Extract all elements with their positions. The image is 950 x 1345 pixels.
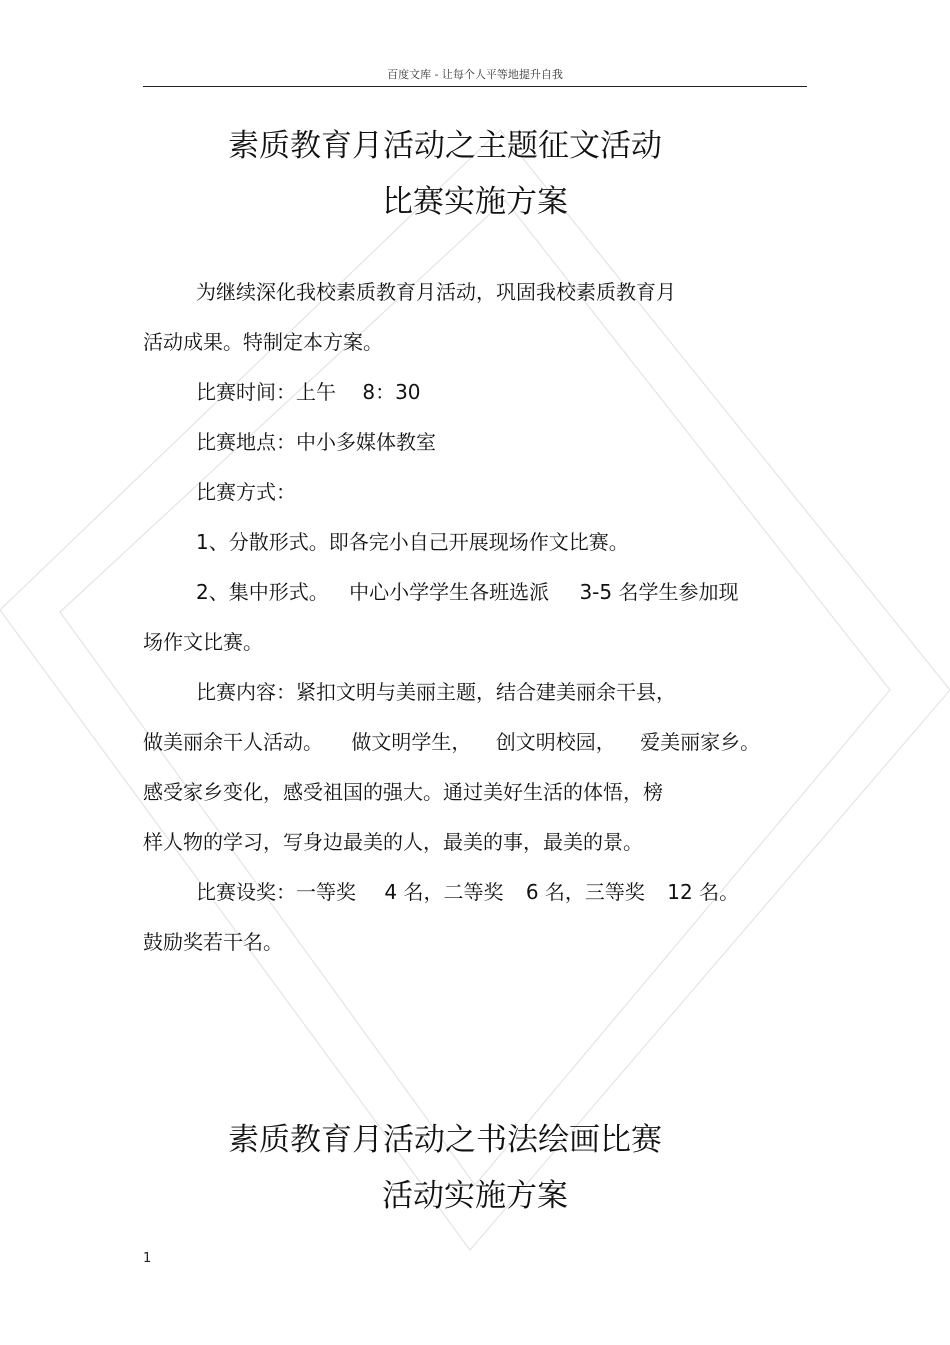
award-second: 6 名，三等奖 xyxy=(525,880,645,904)
time-label: 比赛时间：上午 xyxy=(196,380,336,404)
paragraph-award-line-2: 鼓励奖若干名。 xyxy=(143,930,283,954)
document-title-2 xyxy=(143,1112,807,1224)
award-first: 4 名，二等奖 xyxy=(384,880,504,904)
mode-2-part-a: 2、集中形式。 xyxy=(196,580,329,604)
paragraph-mode-1: 1、分散形式。即各完小自己开展现场作文比赛。 xyxy=(196,530,629,554)
award-label: 比赛设奖：一等奖 xyxy=(196,880,356,904)
document-title-1 xyxy=(143,118,807,230)
paragraph-mode-2-line-1 xyxy=(143,570,807,620)
paragraph-intro-line-1: 为继续深化我校素质教育月活动，巩固我校素质教育月 xyxy=(196,280,676,304)
paragraph-award-line-1 xyxy=(143,870,807,920)
paragraph-content-line-4: 样人物的学习，写身边最美的人，最美的事，最美的景。 xyxy=(143,830,643,854)
header-divider xyxy=(143,86,807,87)
title-1-line-2: 比赛实施方案 xyxy=(382,184,568,220)
mode-2-part-c: 3-5 名学生参加现 xyxy=(579,580,739,604)
paragraph-content-line-3: 感受家乡变化，感受祖国的强大。通过美好生活的体悟，榜 xyxy=(143,780,663,804)
paragraph-mode-2-line-2: 场作文比赛。 xyxy=(143,630,263,654)
title-2-line-2: 活动实施方案 xyxy=(382,1178,568,1214)
content-part-b: 做文明学生， xyxy=(351,730,472,754)
page-header: 百度文库 - 让每个人平等地提升自我 xyxy=(387,68,563,81)
time-value: 8：30 xyxy=(362,380,421,404)
mode-2-part-b: 中心小学学生各班选派 xyxy=(349,580,550,604)
title-1-line-1: 素质教育月活动之主题征文活动 xyxy=(228,128,662,164)
page-number: 1 xyxy=(143,1251,152,1266)
content-part-a: 做美丽余干人活动。 xyxy=(143,730,323,754)
document-body xyxy=(143,270,807,970)
paragraph-content-line-1: 比赛内容：紧扣文明与美丽主题，结合建美丽余干县， xyxy=(196,680,676,704)
paragraph-mode: 比赛方式： xyxy=(196,480,296,504)
paragraph-content-line-2 xyxy=(143,720,807,770)
content-part-d: 爱美丽家乡。 xyxy=(640,730,761,754)
award-third: 12 名。 xyxy=(667,880,740,904)
content-part-c: 创文明校园， xyxy=(495,730,616,754)
paragraph-time xyxy=(143,370,807,420)
title-2-line-1: 素质教育月活动之书法绘画比赛 xyxy=(228,1122,662,1158)
paragraph-place: 比赛地点：中小多媒体教室 xyxy=(196,430,436,454)
paragraph-intro-line-2: 活动成果。特制定本方案。 xyxy=(143,330,383,354)
